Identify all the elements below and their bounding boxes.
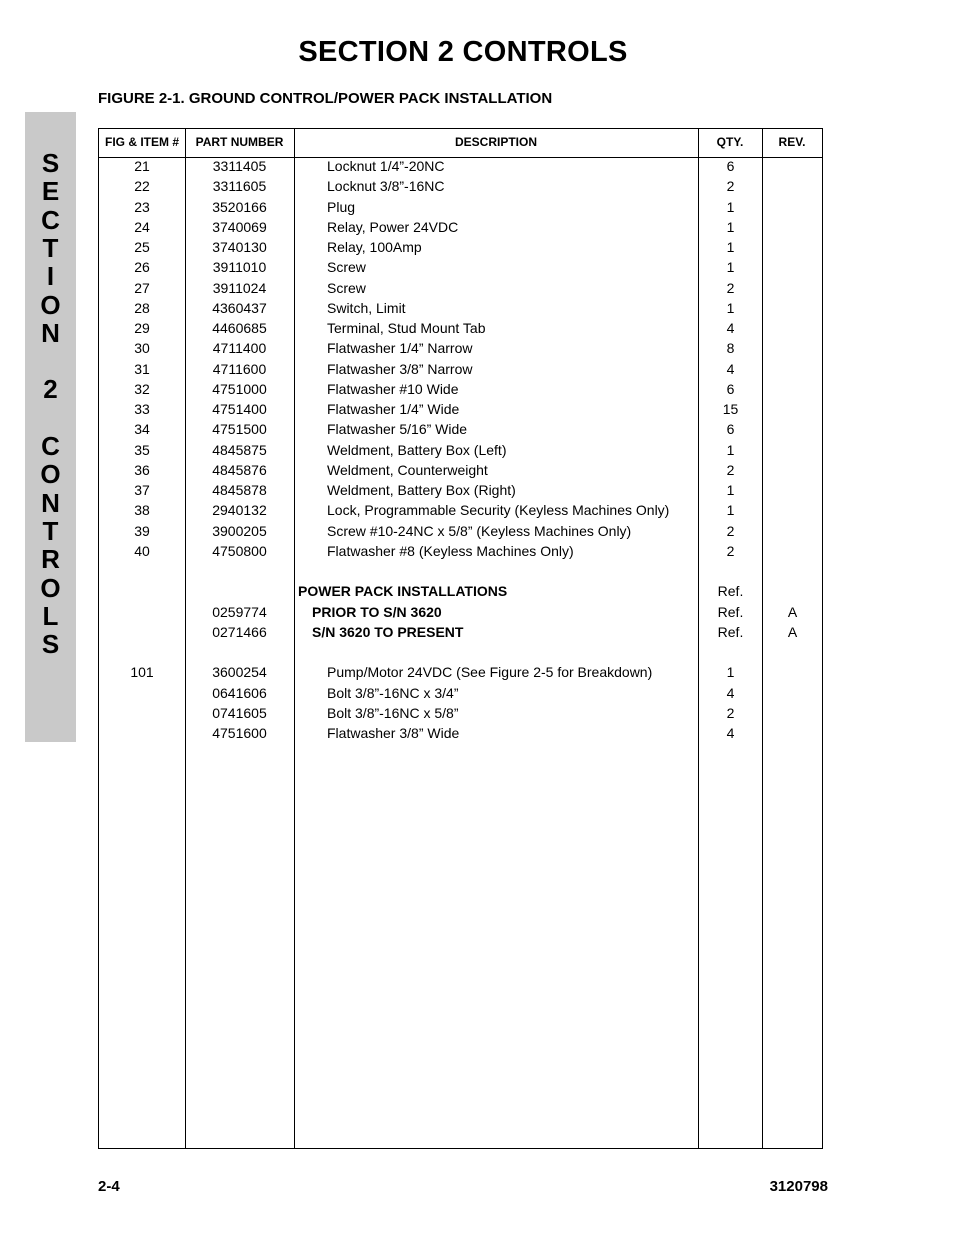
side-tab-letter: S [41,148,60,178]
qty-cell: 6 [726,380,735,397]
part-number-cell: 4711600 [212,360,267,377]
qty-cell: 1 [726,502,735,519]
description-cell: Relay, Power 24VDC [327,218,459,235]
table-row [99,460,822,480]
table-row [99,500,822,520]
qty-cell: 1 [726,259,735,276]
description-cell: Screw [327,279,366,296]
table-row [99,622,822,642]
table-row [99,703,822,723]
fig-item-cell: 101 [130,664,154,681]
description-cell: POWER PACK INSTALLATIONS [298,583,508,600]
table-row [99,419,822,439]
table-row [99,561,822,581]
side-tab-letter: C [41,431,60,461]
description-cell: S/N 3620 TO PRESENT [312,623,464,640]
table-row [99,156,822,176]
qty-cell: 2 [726,178,735,195]
description-cell: Locknut 1/4”-20NC [327,158,445,174]
part-number-cell: 3740130 [212,239,267,255]
part-number-cell: 4845875 [212,441,267,458]
rev-cell: A [787,623,798,640]
side-tab-letter: I [46,261,55,292]
qty-cell: Ref. [717,583,744,600]
fig-item-cell: 32 [134,380,150,397]
qty-cell: 4 [726,725,735,741]
part-number-cell: 0271466 [212,623,267,640]
qty-cell: 2 [726,704,735,721]
fig-item-cell: 23 [134,198,150,215]
description-cell: Screw #10-24NC x 5/8” (Keyless Machines Only) [327,522,632,539]
fig-item-cell: 33 [134,401,150,417]
fig-item-cell: 40 [134,542,150,559]
qty-cell: Ref. [717,603,744,620]
part-number-cell: 3900205 [212,522,267,539]
rev-cell: A [787,603,798,620]
description-cell: PRIOR TO S/N 3620 [312,603,442,620]
part-number-cell: 3911010 [212,259,267,276]
description-cell: Flatwasher 3/8” Wide [327,725,460,741]
table-row [99,338,822,358]
header-description: DESCRIPTION [454,135,537,149]
description-cell: Lock, Programmable Security (Keyless Machines Only) [327,502,670,519]
description-cell: Switch, Limit [327,299,406,316]
fig-item-cell: 24 [134,218,150,235]
description-cell: Flatwasher 1/4” Wide [327,401,460,417]
header-fig-item: FIG & ITEM # [104,135,179,149]
table-row [99,662,822,682]
description-cell: Weldment, Counterweight [327,461,488,478]
qty-cell: Ref. [717,623,744,640]
qty-cell: 1 [726,664,735,681]
table-row [99,318,822,338]
figure-title: FIGURE 2-1. GROUND CONTROL/POWER PACK INSTALLATION [98,90,553,107]
header-rev: REV. [778,135,806,149]
description-cell: Flatwasher #10 Wide [327,380,459,397]
fig-item-cell: 35 [134,441,150,458]
part-number-cell: 3740069 [212,218,267,235]
part-number-cell: 3600254 [212,664,267,681]
fig-item-cell: 31 [134,360,150,377]
qty-cell: 1 [726,198,735,215]
qty-cell: 1 [726,482,735,498]
part-number-cell: 3311405 [212,158,267,174]
part-number-cell: 3520166 [212,198,267,215]
description-cell: Flatwasher 3/8” Narrow [327,360,473,377]
qty-cell: 1 [726,218,735,235]
fig-item-cell: 37 [134,482,150,498]
side-tab-letter: T [42,232,59,263]
table-row [99,257,822,277]
side-tab-letter: N [41,487,60,518]
fig-item-cell: 25 [134,239,150,255]
qty-cell: 4 [726,360,735,377]
qty-cell: 2 [726,461,735,478]
description-cell: Weldment, Battery Box (Left) [327,441,507,458]
fig-item-cell: 22 [134,178,150,195]
side-tab-letter: E [41,176,60,207]
fig-item-cell: 29 [134,320,150,336]
header-part-number: PART NUMBER [195,135,284,149]
table-row [99,379,822,399]
table-row [99,237,822,257]
section-side-tab [25,112,76,742]
part-number-cell: 4750800 [212,542,267,559]
page-number: 2-4 [98,1178,120,1195]
part-number-cell: 4751500 [212,421,267,438]
fig-item-cell: 30 [134,340,150,357]
fig-item-cell: 34 [134,421,150,438]
qty-cell: 1 [726,441,735,458]
part-number-cell: 4845878 [212,482,267,498]
table-row [99,480,822,500]
table-row [99,602,822,622]
description-cell: Bolt 3/8”-16NC x 5/8” [327,704,459,721]
document-number: 3120798 [769,1178,828,1195]
side-tab-letter: T [42,515,59,546]
part-number-cell: 0641606 [212,684,267,701]
fig-item-cell: 36 [134,461,150,478]
table-row [99,440,822,460]
description-cell: Pump/Motor 24VDC (See Figure 2-5 for Breakdown) [327,664,653,681]
table-row [99,298,822,318]
side-tab-letter: S [41,629,60,660]
table-row [99,197,822,217]
fig-item-cell: 38 [134,502,150,519]
table-row [99,581,822,601]
qty-cell: 6 [726,421,735,438]
side-tab-letter: N [41,317,60,348]
table-row [99,278,822,298]
page-title: SECTION 2 CONTROLS [298,36,628,68]
description-cell: Locknut 3/8”-16NC [327,178,445,195]
part-number-cell: 2940132 [212,502,267,519]
table-row [99,521,822,541]
part-number-cell: 3911024 [212,279,267,296]
table-row [99,683,822,703]
side-tab-letter: R [41,544,60,575]
table-row [99,399,822,419]
description-cell: Relay, 100Amp [327,239,422,255]
header-qty: QTY. [716,135,744,149]
side-tab-letter: 2 [43,374,58,405]
description-cell: Screw [327,259,366,276]
part-number-cell: 4711400 [212,340,267,357]
description-cell: Weldment, Battery Box (Right) [327,482,516,498]
qty-cell: 2 [726,542,735,559]
side-tab-letter: O [40,289,61,320]
fig-item-cell: 39 [134,522,150,539]
table-row [99,217,822,237]
part-number-cell: 4751600 [212,725,267,741]
qty-cell: 2 [726,522,735,539]
part-number-cell: 4460685 [212,320,267,336]
side-tab-letter: L [42,600,59,631]
fig-item-cell: 26 [134,259,150,276]
parts-table [98,128,823,1149]
qty-cell: 4 [726,320,735,336]
description-cell: Flatwasher 1/4” Narrow [327,340,473,357]
fig-item-cell: 28 [134,299,150,316]
fig-item-cell: 21 [134,158,150,174]
qty-cell: 4 [726,684,735,701]
side-tab-letter: O [40,572,61,603]
side-tab-letter: C [41,204,60,235]
table-row [99,359,822,379]
description-cell: Plug [327,198,356,215]
table-row [99,723,822,743]
part-number-cell: 0741605 [212,704,267,721]
fig-item-cell: 27 [134,279,150,296]
part-number-cell: 4360437 [212,299,267,316]
part-number-cell: 0259774 [212,603,267,620]
qty-cell: 1 [726,239,735,255]
description-cell: Flatwasher #8 (Keyless Machines Only) [327,542,574,559]
qty-cell: 8 [726,340,735,357]
part-number-cell: 4751000 [212,380,267,397]
description-cell: Flatwasher 5/16” Wide [327,421,468,438]
description-cell: Terminal, Stud Mount Tab [327,320,486,336]
table-row [99,176,822,196]
qty-cell: 15 [722,401,739,417]
table-row [99,642,822,662]
qty-cell: 1 [726,299,735,316]
part-number-cell: 4751400 [212,401,267,417]
qty-cell: 2 [726,279,735,296]
part-number-cell: 4845876 [212,461,267,478]
part-number-cell: 3311605 [212,178,267,195]
table-row [99,541,822,561]
side-tab-letter: O [40,459,61,490]
qty-cell: 6 [726,158,735,174]
description-cell: Bolt 3/8”-16NC x 3/4” [327,684,459,701]
